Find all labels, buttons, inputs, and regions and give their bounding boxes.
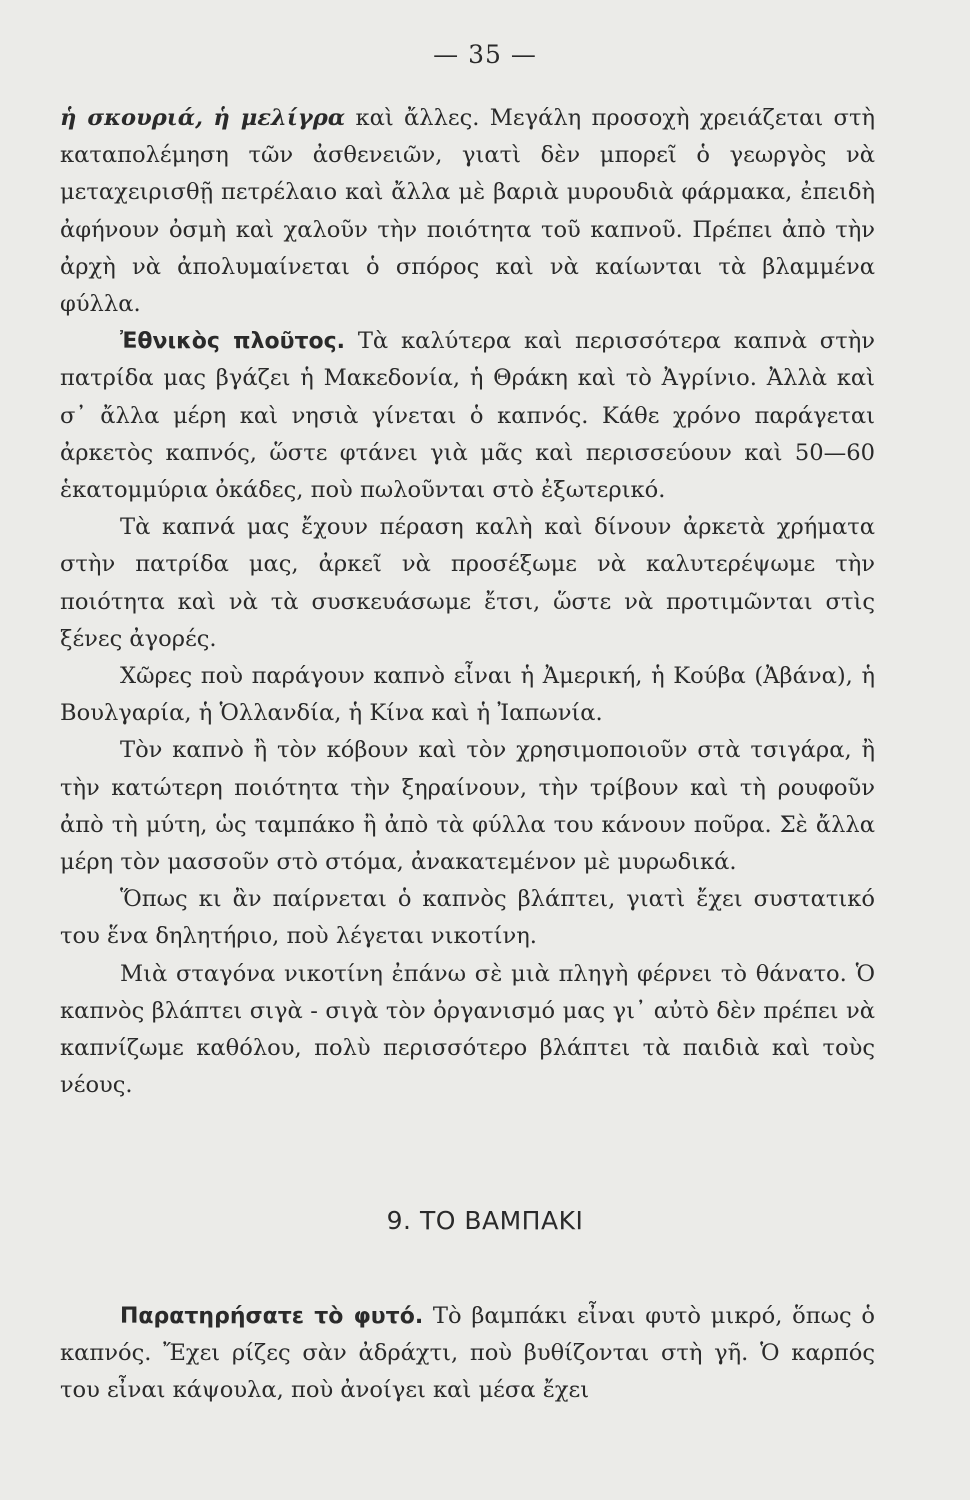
- page-number: — 35 —: [433, 40, 537, 69]
- paragraph-harm: Μιὰ σταγόνα νικοτίνη ἐπάνω σὲ μιὰ πληγὴ φέρνει τὸ θάνατο. Ὁ καπνὸς βλάπτει σιγὰ - σιγὰ τὸν ὀργανισμό μας γι᾿ αὐτὸ δὲν πρέπει νὰ καπνίζωμε καθόλου, πολὺ περισσότερο βλάπτει τὰ παιδιὰ καὶ τοὺς νέους.: [60, 960, 875, 1099]
- paragraph-diseases: [60, 100, 875, 323]
- heading-national-wealth: Ἐθνικὸς πλοῦτος.: [120, 329, 346, 355]
- paragraph-exports: Τὰ καπνά μας ἔχουν πέραση καλὴ καὶ δίνουν ἀρκετὰ χρήματα στὴν πατρίδα μας, ἀρκεῖ νὰ προσέξωμε νὰ καλυτερέψωμε τὴν ποιότητα καὶ νὰ τὰ συσκευάσωμε ἔτσι, ὥστε νὰ προτιμῶνται στὶς ξένες ἀγορές.: [60, 514, 875, 652]
- term-aphid: ἡ μελίγρα: [213, 105, 346, 131]
- body-text: [60, 100, 875, 1104]
- paragraph-countries: Χῶρες ποὺ παράγουν καπνὸ εἶναι ἡ Ἀμερική, ἡ Κούβα (Ἀβάνα), ἡ Βουλγαρία, ἡ Ὁλλανδία, ἡ Κίνα καὶ ἡ Ἰαπωνία.: [60, 663, 875, 727]
- paragraph-national-wealth-text: Τὰ καλύτερα καὶ περισσότερα καπνὰ στὴν πατρίδα μας βγάζει ἡ Μακεδονία, ἡ Θράκη καὶ τὸ Ἀγρίνιο. Ἀλλὰ καὶ σ᾿ ἄλλα μέρη καὶ νησιὰ γίνεται ὁ καπνός. Κάθε χρόνο παράγεται ἀρκετὸς καπνός, ὥστε φτάνει γιὰ μᾶς καὶ περισσεύουν καὶ 50—60 ἑκατομμύρια ὀκάδες, ποὺ πωλοῦνται στὸ ἐξωτερικό.: [60, 328, 875, 504]
- paragraph-usage: Τὸν καπνὸ ἢ τὸν κόβουν καὶ τὸν χρησιμοποιοῦν στὰ τσιγάρα, ἢ τὴν κατώτερη ποιότητα τὴν ξηραίνουν, τὴν τρίβουν καὶ τὴ ρουφοῦν ἀπὸ τὴ μύτη, ὡς ταμπάκο ἢ ἀπὸ τὰ φύλλα του κάνουν ποῦρα. Σὲ ἄλλα μέρη τὸν μασσοῦν στὸ στόμα, ἀνακατεμένον μὲ μυρωδικά.: [60, 737, 875, 876]
- heading-observe-plant: Παρατηρήσατε τὸ φυτό.: [120, 1304, 424, 1329]
- term-rust: ἡ σκουριά,: [60, 105, 203, 131]
- paragraph-national-wealth: [60, 323, 875, 509]
- section-title: 9. ΤΟ ΒΑΜΠΑΚΙ: [386, 1206, 584, 1235]
- paragraph-observe-plant-text: Τὸ βαμπάκι εἶναι φυτὸ μικρό, ὅπως ὁ καπνός. Ἔχει ρίζες σὰν ἀδράχτι, ποὺ βυθίζονται στὴ γῆ. Ὁ καρπός του εἶναι κάψουλα, ποὺ ἀνοίγει καὶ μέσα ἔχει: [60, 1303, 875, 1404]
- paragraph-diseases-text: καὶ ἄλλες. Μεγάλη προσοχὴ χρειάζεται στὴ καταπολέμηση τῶν ἀσθενειῶν, γιατὶ δὲν μπορεῖ ὁ γεωργὸς νὰ μεταχειρισθῇ πετρέλαιο καὶ ἄλλα μὲ βαριὰ μυρουδιὰ φάρμακα, ἐπειδὴ ἀφήνουν ὀσμὴ καὶ χαλοῦν τὴν ποιότητα τοῦ καπνοῦ. Πρέπει ἀπὸ τὴν ἀρχὴ νὰ ἀπολυμαίνεται ὁ σπόρος καὶ νὰ καίωνται τὰ βλαμμένα φύλλα.: [60, 105, 875, 318]
- paragraph-observe-plant: [60, 1298, 875, 1410]
- paragraph-nicotine: Ὅπως κι ἂν παίρνεται ὁ καπνὸς βλάπτει, γιατὶ ἔχει συστατικό του ἕνα δηλητήριο, ποὺ λέγεται νικοτίνη.: [60, 886, 875, 950]
- section-body-text: [60, 1298, 875, 1410]
